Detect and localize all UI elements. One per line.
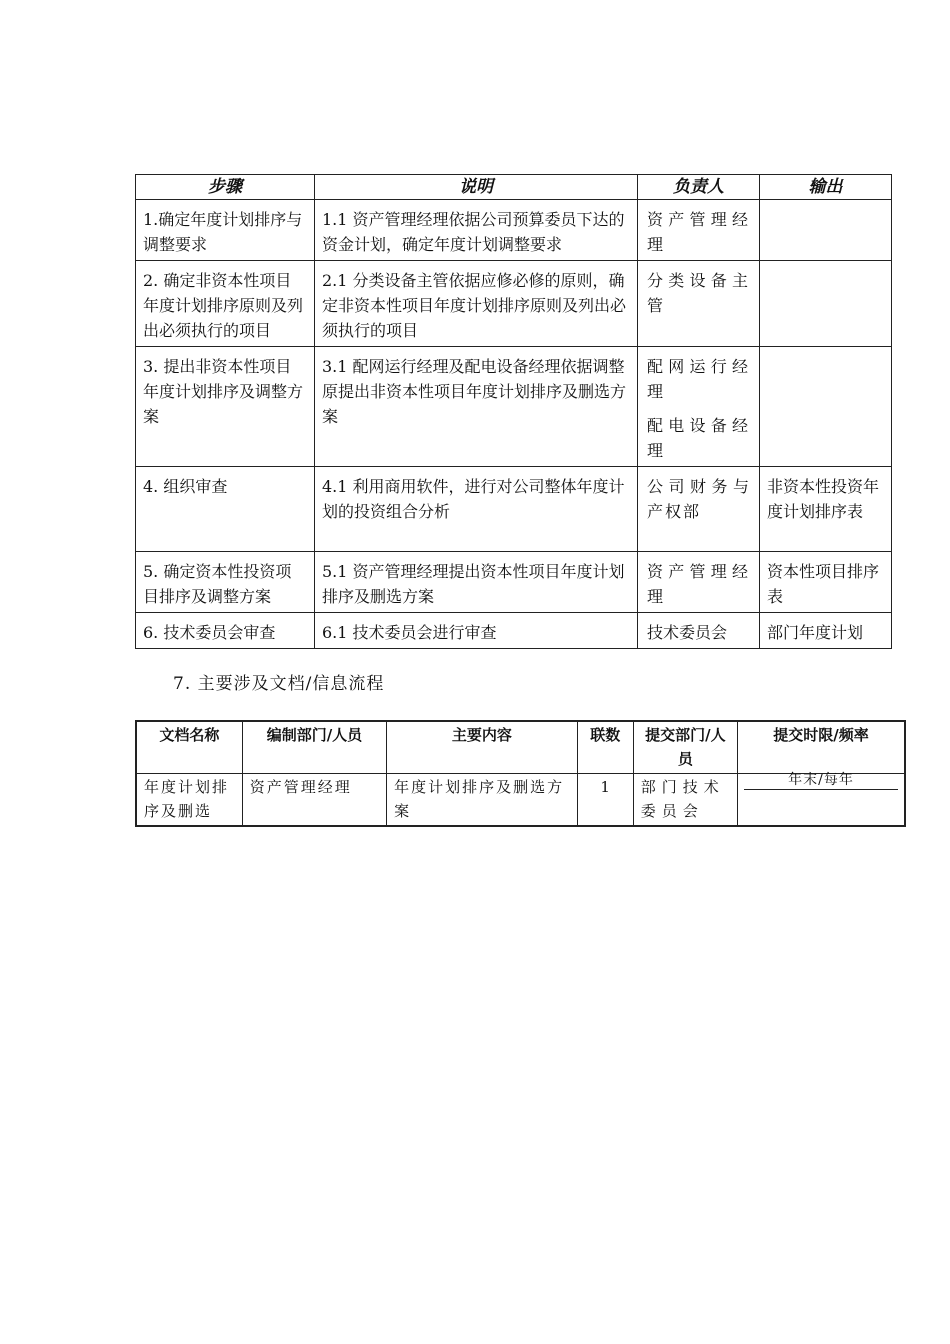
owner-cell: [638, 200, 760, 261]
output-cell: 部门年度计划: [760, 613, 892, 649]
header-copies: 联数: [577, 721, 633, 774]
table-row: [136, 774, 905, 827]
dept-cell: 资产管理经理: [242, 774, 386, 827]
step-row: [136, 613, 892, 649]
description-cell: 6.1 技术委员会进行审查: [315, 613, 638, 649]
step-cell: 3. 提出非资本性项目年度计划排序及调整方案: [136, 347, 315, 467]
header-owner: 负责人: [638, 175, 760, 200]
content-cell: 年度计划排序及删选方案: [387, 774, 577, 827]
output-cell: [760, 200, 892, 261]
owner-name: 资产管理经理: [647, 210, 751, 254]
step-row: [136, 552, 892, 613]
description-cell: 2.1 分类设备主管依据应修必修的原则，确定非资本性项目年度计划排序原则及列出必须执行的项目: [315, 261, 638, 347]
owner-name: 公司财务与产权部: [647, 477, 751, 521]
owner-name: 配网运行经理: [647, 357, 751, 401]
description-cell: 4.1 利用商用软件，进行对公司整体年度计划的投资组合分析: [315, 467, 638, 552]
step-row: [136, 347, 892, 467]
header-deadline: 提交时限/频率: [738, 721, 905, 774]
output-cell: 资本性项目排序表: [760, 552, 892, 613]
step-cell: 1.确定年度计划排序与调整要求: [136, 200, 315, 261]
step-row: [136, 261, 892, 347]
description-cell: 1.1 资产管理经理依据公司预算委员下达的资金计划，确定年度计划调整要求: [315, 200, 638, 261]
documents-table: [135, 720, 906, 827]
deadline-cell: [738, 774, 905, 827]
owner-name: 资产管理经理: [647, 562, 751, 606]
owner-name: 分类设备主管: [647, 271, 751, 315]
section-heading: 7. 主要涉及文档/信息流程: [173, 674, 385, 694]
deadline-field: 年末/每年: [744, 771, 898, 790]
description-cell: 5.1 资产管理经理提出资本性项目年度计划排序及删选方案: [315, 552, 638, 613]
output-cell: [760, 261, 892, 347]
owner-name: 配电设备经理: [647, 416, 751, 460]
steps-header-row: [136, 175, 892, 200]
docs-header-row: [136, 721, 905, 774]
header-doc-name: 文档名称: [136, 721, 242, 774]
submit-dept-cell: 部门技术委员会: [633, 774, 737, 827]
header-step: 步骤: [136, 175, 315, 200]
header-submit-dept: 提交部门/人员: [633, 721, 737, 774]
step-cell: 2. 确定非资本性项目年度计划排序原则及列出必须执行的项目: [136, 261, 315, 347]
owner-cell: [638, 261, 760, 347]
owner-cell: [638, 552, 760, 613]
step-row: [136, 467, 892, 552]
step-cell: 6. 技术委员会审查: [136, 613, 315, 649]
owner-cell: [638, 347, 760, 467]
doc-name-cell: 年度计划排序及删选: [136, 774, 242, 827]
step-cell: 4. 组织审查: [136, 467, 315, 552]
procedure-steps-table: [135, 174, 892, 649]
header-description: 说明: [315, 175, 638, 200]
output-cell: [760, 347, 892, 467]
step-row: [136, 200, 892, 261]
header-content: 主要内容: [387, 721, 577, 774]
step-cell: 5. 确定资本性投资项目排序及调整方案: [136, 552, 315, 613]
header-dept: 编制部门/人员: [242, 721, 386, 774]
copies-cell: 1: [577, 774, 633, 827]
description-cell: 3.1 配网运行经理及配电设备经理依据调整原提出非资本性项目年度计划排序及删选方案: [315, 347, 638, 467]
owner-name: 技术委员会: [647, 623, 728, 642]
owner-cell: [638, 467, 760, 552]
owner-cell: [638, 613, 760, 649]
output-cell: 非资本性投资年度计划排序表: [760, 467, 892, 552]
header-output: 输出: [760, 175, 892, 200]
